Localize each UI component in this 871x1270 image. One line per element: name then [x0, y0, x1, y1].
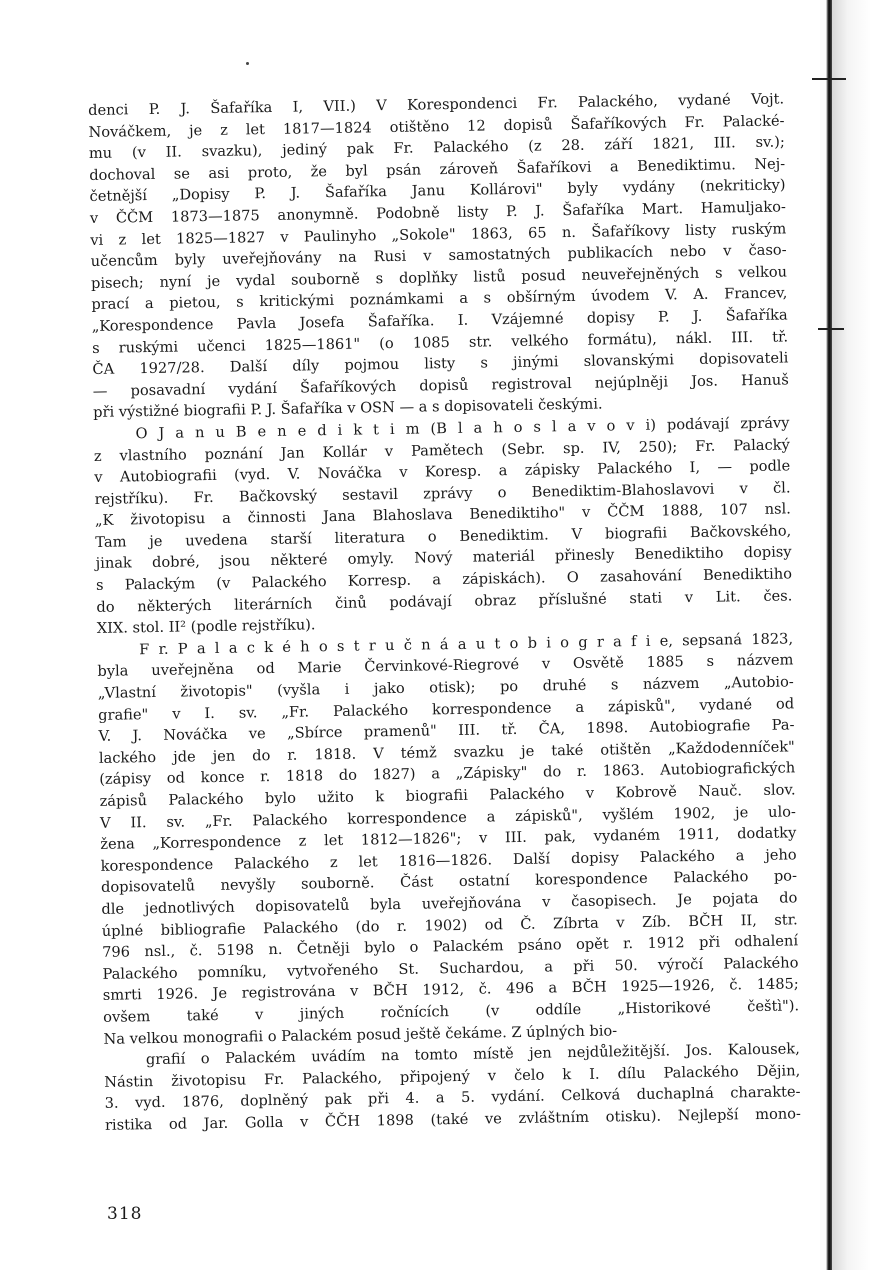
text-line: dochoval se asi proto, že byl psán zároveň Šafaříkovi a Benediktimu. Nej- — [89, 155, 786, 184]
text-line: Nástin životopisu Fr. Palackého, připojený v čelo k I. dílu Palackého Dějin, — [104, 1062, 801, 1091]
text-line: do některých literárních činů podávají obraz příslušné stati v Lit. čes. — [96, 587, 793, 616]
text-line: „K životopisu a činnosti Jana Blahoslava Benediktiho" v ČČM 1888, 107 nsl. — [94, 500, 792, 530]
text-line: XIX. stol. II² (podle rejstříku). — [96, 616, 316, 638]
text-line: Palackého pomníku, vytvořeného St. Suchardou, a při 50. výročí Palackého — [102, 954, 799, 983]
text-line: při výstižné biografii P. J. Šafaříka v OSN — a s dopisovateli českými. — [93, 395, 603, 422]
text-line: v Autobiografii (vyd. V. Nováčka v Koresp. a zápisky Palackého I, — podle — [94, 457, 791, 487]
text-line: s Palackým (v Palackého Korresp. a zápiskách). O zasahování Benediktiho — [95, 565, 793, 594]
text-line: mu (v II. svazku), jediný pak Fr. Palackého (z 28. září 1821, III. sv.); — [88, 133, 785, 163]
text-line: byla uveřejněna od Marie Červinkové-Riegrové v Osvětě 1885 s názvem — [97, 651, 794, 681]
text-line: prací a pietou, s kritickými poznámkami a s obšírným úvodem V. A. Francev, — [91, 284, 788, 314]
text-line: grafií o Palackém uvádím na tomto místě jen nejdůležitější. Jos. Kalousek, — [145, 1040, 800, 1069]
text-line: 3. vyd. 1876, doplněný pak při 4. a 5. vydání. Celková duchaplná charakte- — [104, 1083, 801, 1113]
text-line: Na velkou monografii o Palackém posud ještě čekáme. Z úplných bio- — [103, 1021, 618, 1048]
text-line: V. J. Nováčka ve „Sbírce pramenů" III. tř. ČA, 1898. Autobiografie Pa- — [98, 716, 795, 746]
text-line: jinak dobré, jsou některé omyly. Nový materiál přinesly Benediktiho dopisy — [95, 543, 792, 573]
text-line: lackého jde jen do r. 1818. V témž svazku je také otištěn „Každodenníček" — [98, 738, 795, 767]
text-line: zápisů Palackého bylo užito k biografii Palackého v Kobrově Nauč. slov. — [99, 781, 796, 810]
text-line: v ČČM 1873—1875 anonymně. Podobně listy P. J. Šafaříka Mart. Hamuljako- — [89, 198, 787, 227]
text-line: rejstříku). Fr. Bačkovský sestavil zprávy o Benediktim-Blahoslavovi v čl. — [94, 479, 791, 508]
ink-dot — [246, 62, 249, 65]
text-line: „Vlastní životopis" (vyšla i jako otisk); po druhé s názvem „Autobio- — [97, 673, 794, 702]
text-line: Tam je uvedena starší literatura o Benediktim. V biografii Bačkovského, — [95, 522, 792, 551]
margin-mark-top — [812, 78, 846, 80]
text-line: F r. P a l a c k é h o s t r u č n á a u t o b i o g r a f i e, sepsaná 1823, — [138, 630, 794, 659]
text-line: žena „Korrespondence z let 1812—1826"; v III. pak, vydaném 1911, dodatky — [100, 824, 797, 854]
text-line: „Korespondence Pavla Josefa Šafaříka. I. Vzájemné dopisy P. J. Šafaříka — [91, 306, 788, 335]
binding-shadow — [832, 0, 871, 1270]
text-line: úplné bibliografie Palackého (do r. 1902) od Č. Zíbrta v Zíb. BČH II, str. — [101, 910, 798, 940]
text-line: vi z let 1825—1827 v Paulinyho „Sokole" 1863, 65 n. Šafaříkovy listy ruským — [90, 220, 787, 249]
text-line: s ruskými učenci 1825—1861" (o 1085 str. velkého formátu), nákl. III. tř. — [91, 327, 789, 357]
text-line: smrti 1926. Je registrována v BČH 1912, č. 496 a BČH 1925—1926, č. 1485; — [102, 975, 799, 1005]
text-line: četnější „Dopisy P. J. Šafaříka Janu Kollárovi" byly vydány (nekriticky) — [89, 176, 786, 206]
text-line: dle jednotlivých dopisovatelů byla uveřejňována v časopisech. Je pojata do — [101, 889, 798, 918]
text-line: grafie" v I. sv. „Fr. Palackého korrespondence a zápisků", vydané od — [98, 695, 795, 724]
text-line: dopisovatelů nevyšly souborně. Část ostatní korespondence Palackého po- — [100, 867, 798, 897]
text-line: O J a n u B e n e d i k t i m (B l a h o s l a v o v i) podávají zprávy — [135, 414, 790, 443]
text-line: ovšem také v jiných ročnících (v oddíle „Historikové češtì"). — [103, 997, 800, 1026]
text-line: denci P. J. Šafaříka I, VII.) V Korespondenci Fr. Palackého, vydané Vojt. — [88, 90, 785, 119]
text-line: učencům byly uveřejňovány na Rusi v samostatných publikacích nebo v časo- — [90, 241, 787, 271]
text-line: 796 nsl., č. 5198 n. Četněji bylo o Palackém psáno opět r. 1912 při odhalení — [101, 932, 799, 962]
text-body — [88, 88, 801, 1157]
text-line: ristika od Jar. Golla v ČČH 1898 (také ve zvláštním otisku). Nejlepší mono- — [104, 1105, 802, 1134]
text-line: (zápisy od konce r. 1818 do 1827) a „Zápisky" do r. 1863. Autobiografických — [99, 759, 796, 789]
text-line: ČA 1927/28. Další díly pojmou listy s jinými slovanskými dopisovateli — [92, 349, 789, 379]
page-number: 318 — [107, 1204, 143, 1224]
text-line: korespondence Palackého z let 1816—1826. Další dopisy Palackého a jeho — [100, 846, 797, 875]
text-line: z vlastního poznání Jan Kollár v Pamětech (Sebr. sp. IV, 250); Fr. Palacký — [93, 435, 790, 465]
text-line: pisech; nyní je vydal souborně s doplňky listů posud neuveřejněných s velkou — [90, 263, 788, 292]
text-line: — posavadní vydání Šafaříkových dopisů registroval nejúplněji Jos. Hanuš — [92, 371, 789, 400]
text-line: V II. sv. „Fr. Palackého korrespondence a zápisků", vyšlém 1902, je ulo- — [99, 802, 797, 832]
text-line: Nováčkem, je z let 1817—1824 otištěno 12 dopisů Šafaříkových Fr. Palacké- — [88, 112, 785, 141]
margin-mark-middle — [818, 328, 844, 330]
binding-edge — [826, 0, 832, 1270]
